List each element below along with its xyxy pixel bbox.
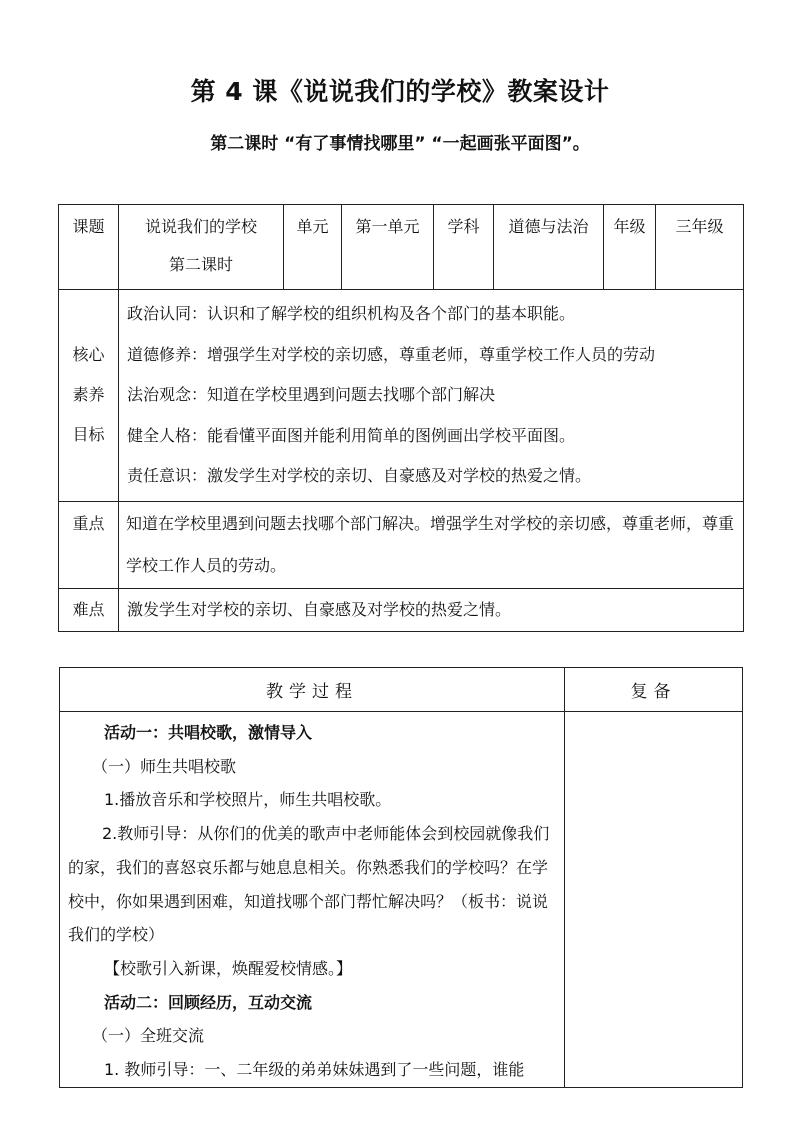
prep-notes-cell [565,712,743,1088]
section-heading: （一）全班交流 [92,1026,205,1046]
process-column-header: 教学过程 [60,668,565,712]
activity-heading: 活动二：回顾经历，互动交流 [104,992,313,1012]
page-subtitle: 第二课时 “有了事情找哪里” “一起画张平面图”。 [210,134,590,154]
difficulty-text: 激发学生对学校的亲切、自豪感及对学校的热爱之情。 [119,588,744,631]
info-header-row [59,205,744,290]
lesson-info-table [58,204,744,632]
core-goal-item: 道德修养：增强学生对学校的亲切感，尊重老师，尊重学校工作人员的劳动 [127,344,656,364]
page-title: 第 4 课《说说我们的学校》教案设计 [190,77,610,106]
core-label-line: 核心 [72,345,105,365]
process-step: 1.播放音乐和学校照片，师生共唱校歌。 [104,790,392,810]
core-goal-item: 法治观念：知道在学校里遇到问题去找哪个部门解决 [127,385,496,404]
teaching-process-table [59,667,743,1088]
grade-value: 三年级 [656,205,744,290]
unit-label: 单元 [284,205,342,290]
prep-column-header: 复备 [565,668,743,712]
process-step: 2.教师引导：从你们的优美的歌声中老师能体会到校园就像我们的家，我们的喜怒哀乐都与她息息相关。你熟悉我们的学校吗？在学校中，你如果遇到困难，知道找哪个部门帮忙解决吗？（板书：说说我们的学校） [68,824,550,945]
core-goal-item: 政治认同：认识和了解学校的组织机构及各个部门的基本职能。 [127,304,576,323]
process-body-row [60,712,743,1088]
core-goals-content [119,290,744,502]
difficulty-row [59,588,744,631]
process-header-row [60,668,743,712]
core-goal-item: 责任意识：激发学生对学校的亲切、自豪感及对学校的热爱之情。 [127,466,592,485]
key-points-row [59,501,744,588]
topic-label: 课题 [59,205,119,290]
design-note: 【校歌引入新课，焕醒爱校情感。】 [104,958,353,978]
grade-label: 年级 [604,205,656,290]
topic-value [119,205,284,290]
process-step: 1. 教师引导：一、二年级的弟弟妹妹遇到了一些问题，谁能 [104,1060,525,1080]
activity-heading: 活动一：共唱校歌，激情导入 [104,723,313,742]
unit-value: 第一单元 [342,205,434,290]
section-heading: （一）师生共唱校歌 [92,756,237,776]
key-points-label: 重点 [59,501,119,588]
process-content [60,712,565,1088]
difficulty-label: 难点 [59,588,119,631]
subject-value: 道德与法治 [494,205,604,290]
topic-value-line2: 第二课时 [168,255,233,274]
core-label-line: 素养 [72,385,105,405]
core-goal-item: 健全人格：能看懂平面图并能利用简单的图例画出学校平面图。 [127,425,576,445]
core-goals-row [59,290,744,502]
key-points-text: 知道在学校里遇到问题去找哪个部门解决。增强学生对学校的亲切感，尊重老师，尊重学校工作人员的劳动。 [119,501,744,588]
topic-value-line1: 说说我们的学校 [144,217,257,236]
subject-label: 学科 [434,205,494,290]
core-goals-label [59,290,119,502]
core-label-line: 目标 [72,425,105,445]
